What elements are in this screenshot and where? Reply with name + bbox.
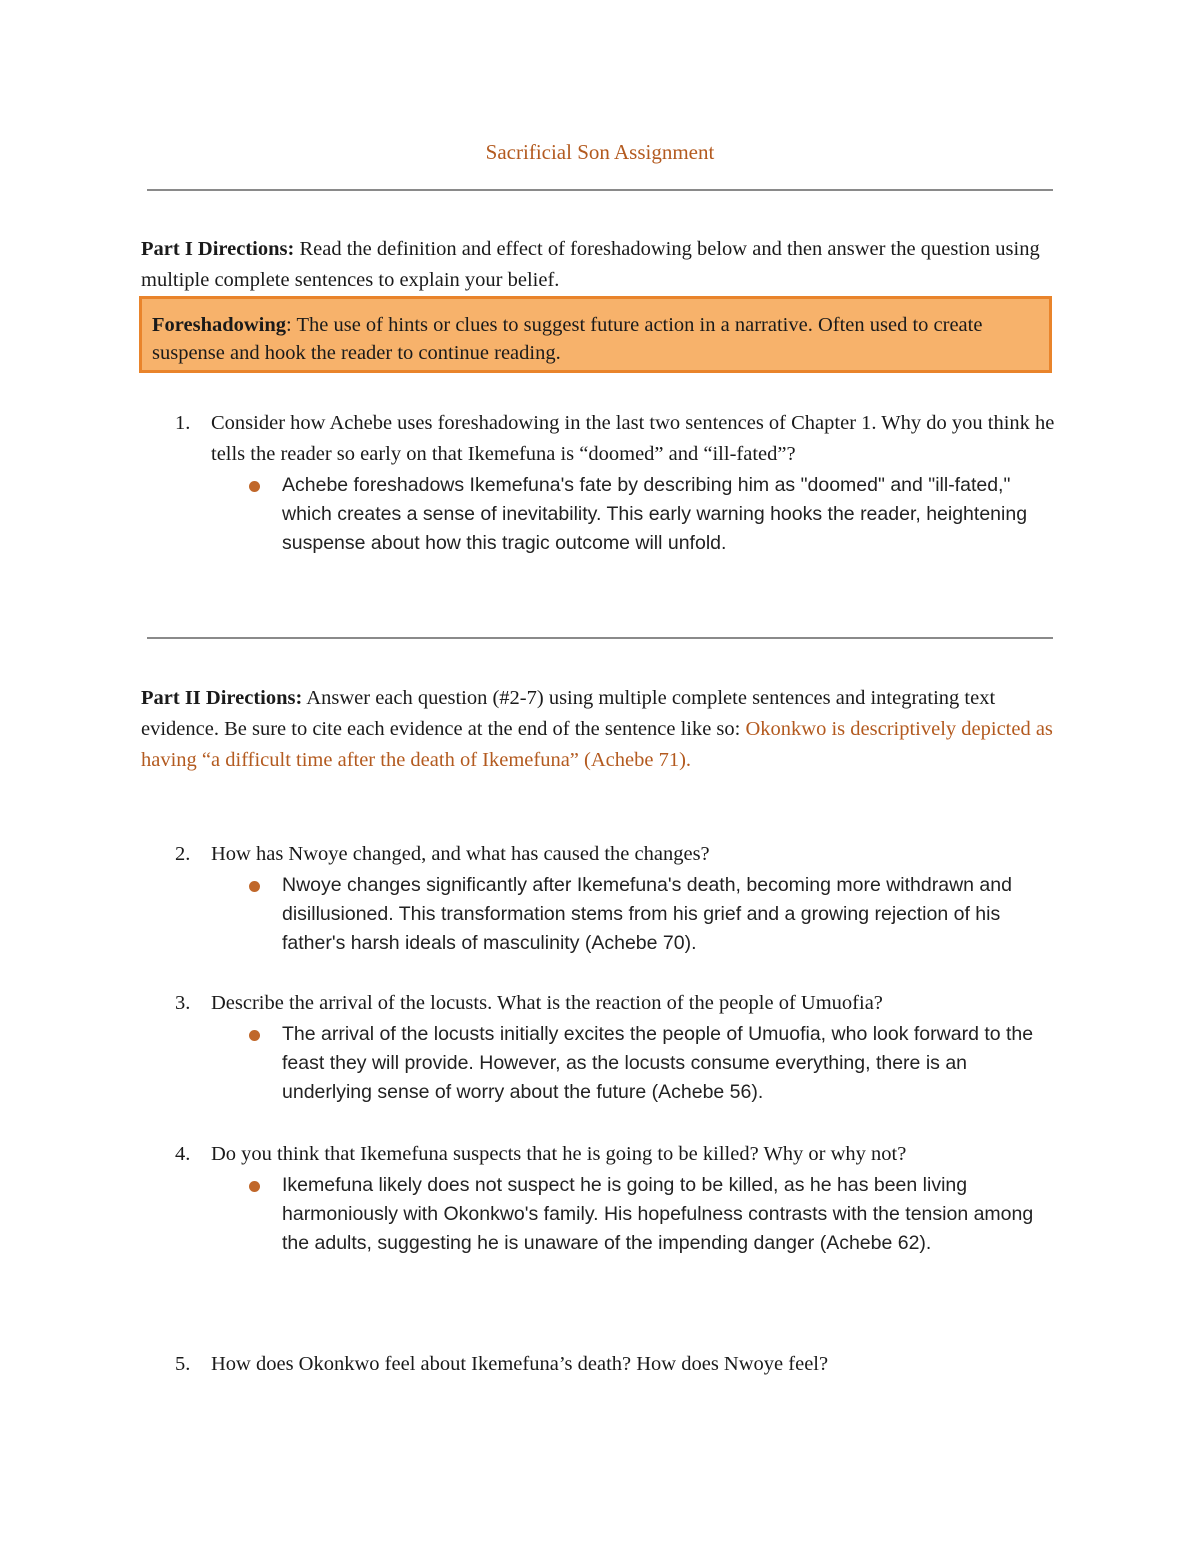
part1-directions bbox=[141, 234, 1056, 296]
question-1 bbox=[175, 408, 1065, 470]
bullet-icon bbox=[249, 881, 260, 892]
part2-directions bbox=[141, 683, 1056, 776]
question-number: 4. bbox=[175, 1143, 191, 1165]
citation-example: Okonkwo is descriptively depicted as having “a difficult time after the death of Ikemefuna” (Achebe 71). bbox=[141, 718, 1053, 771]
part2-text: Answer each question (#2-7) using multiple complete sentences and integrating text evidence. Be sure to cite each evidence at the end of the sentence like so: bbox=[141, 687, 996, 740]
question-4 bbox=[175, 1139, 1065, 1170]
question-text: How does Okonkwo feel about Ikemefuna’s death? How does Nwoye feel? bbox=[211, 1353, 829, 1375]
definition-box bbox=[139, 296, 1052, 373]
answer-1: Achebe foreshadows Ikemefuna's fate by describing him as "doomed" and "ill-fated," which creates a sense of inevitability. This early warning hooks the reader, heightening suspense about how this tragic outcome will unfold. bbox=[282, 474, 1028, 554]
divider bbox=[147, 189, 1053, 191]
question-text: Describe the arrival of the locusts. What is the reaction of the people of Umuofia? bbox=[211, 992, 883, 1014]
question-3 bbox=[175, 988, 1065, 1019]
part1-text: Read the definition and effect of foreshadowing below and then answer the question using multiple complete sentences to explain your belief. bbox=[141, 238, 1040, 291]
page-title: Sacrificial Son Assignment bbox=[485, 140, 715, 164]
question-text: Consider how Achebe uses foreshadowing in the last two sentences of Chapter 1. Why do you think he tells the reader so early on that Ikemefuna is “doomed” and “ill-fated”? bbox=[211, 412, 1055, 465]
question-number: 5. bbox=[175, 1353, 191, 1375]
question-number: 1. bbox=[175, 412, 191, 434]
answer-4: Ikemefuna likely does not suspect he is going to be killed, as he has been living harmoniously with Okonkwo's family. His hopefulness contrasts with the tension among the adults, suggesting he is unaware of the impending danger (Achebe 62). bbox=[282, 1174, 1034, 1254]
question-text: How has Nwoye changed, and what has caused the changes? bbox=[211, 843, 710, 865]
bullet-icon bbox=[249, 1181, 260, 1192]
part1-label: Part I Directions: bbox=[141, 238, 295, 260]
question-2 bbox=[175, 839, 1065, 870]
divider bbox=[147, 637, 1053, 639]
answer-2: Nwoye changes significantly after Ikemefuna's death, becoming more withdrawn and disillusioned. This transformation stems from his grief and a growing rejection of his father's harsh ideals of masculinity (Achebe 70). bbox=[282, 874, 1012, 954]
question-number: 2. bbox=[175, 843, 191, 865]
question-number: 3. bbox=[175, 992, 191, 1014]
question-5 bbox=[175, 1349, 1065, 1380]
definition-text: : The use of hints or clues to suggest future action in a narrative. Often used to create suspense and hook the reader to continue reading. bbox=[152, 314, 983, 364]
answer-3: The arrival of the locusts initially excites the people of Umuofia, who look forward to the feast they will provide. However, as the locusts consume everything, there is an underlying sense of worry about the future (Achebe 56). bbox=[282, 1023, 1034, 1103]
bullet-icon bbox=[249, 1030, 260, 1041]
part2-label: Part II Directions: bbox=[141, 687, 303, 709]
question-text: Do you think that Ikemefuna suspects that he is going to be killed? Why or why not? bbox=[211, 1143, 907, 1165]
definition-term: Foreshadowing bbox=[152, 314, 287, 336]
bullet-icon bbox=[249, 481, 260, 492]
